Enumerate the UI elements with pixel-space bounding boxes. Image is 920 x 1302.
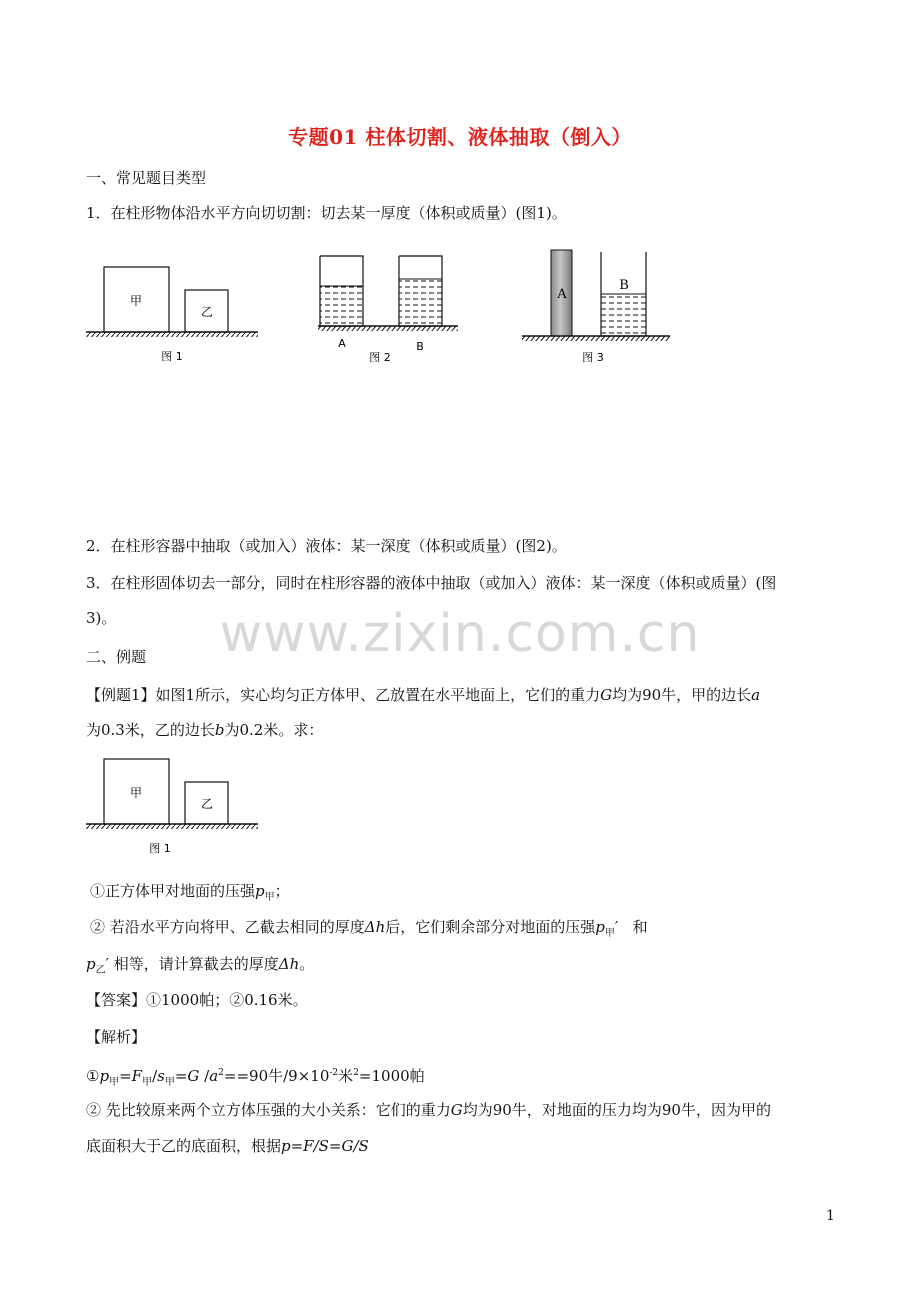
figure-1-caption: 图 1 xyxy=(161,350,183,363)
ground-hatch-2 xyxy=(318,326,458,331)
solid-a-label: A xyxy=(557,287,567,302)
analysis-formula-1: $①p_甲=F_甲/s_甲=G$ $/a^2==90$牛$/9\times 10^{-2}$米$^2$=1000帕 xyxy=(86,1067,425,1088)
example-ground-hatch xyxy=(86,824,258,829)
liquid-b xyxy=(399,279,442,326)
document-title: 专题01 柱体切割、液体抽取（倒入） xyxy=(288,125,632,149)
cube-jia-label: 甲 xyxy=(129,294,143,308)
liquid-a xyxy=(320,286,363,326)
figure-1-cubes xyxy=(84,262,260,366)
ground-hatch-3 xyxy=(522,336,670,341)
figure-2-caption: 图 2 xyxy=(369,351,391,364)
answer-line xyxy=(86,990,308,1010)
item-3-text-line2: 3)。 xyxy=(86,609,117,627)
ground-hatch xyxy=(86,332,258,337)
example-1-line2: 为0.3米，乙的边长b为0.2米。求： xyxy=(86,721,324,739)
liquid-b3 xyxy=(601,294,646,336)
example-figure-1-cubes xyxy=(84,754,260,858)
page-number: 1 xyxy=(826,1208,835,1224)
figure-3-solid-and-container xyxy=(520,246,672,366)
question-1: ①正方体甲对地面的压强$p_甲$； xyxy=(90,882,290,903)
example-cube-jia-label: 甲 xyxy=(129,786,143,800)
section-heading-2: 二、例题 xyxy=(86,648,147,666)
analysis-2-line2: 底面积大于乙的底面积，根据p=F/S=G/S xyxy=(86,1137,369,1155)
question-2-line1: ② 若沿水平方向将甲、乙截去相同的厚度Δh后，它们剩余部分对地面的压强$p_甲'$ 和 xyxy=(90,918,648,939)
container-b-label: B xyxy=(416,340,424,353)
figure-2-containers xyxy=(316,254,460,364)
analysis-label: 【解析】 xyxy=(86,1028,147,1046)
item-3-text-line1: 3．在柱形固体切去一部分，同时在柱形容器的液体中抽取（或加入）液体：某一深度（体积或质量）(图 xyxy=(86,574,777,592)
answer-label: 【答案】 xyxy=(86,991,147,1009)
container-a-label: A xyxy=(338,337,346,350)
example-figure-1-caption: 图 1 xyxy=(149,842,171,855)
section-heading-1: 一、常见题目类型 xyxy=(86,169,207,187)
example-1-line1: 【例题1】如图1所示，实心均匀正方体甲、乙放置在水平地面上，它们的重力G均为90牛，甲的边长a xyxy=(86,686,761,704)
cube-yi-label: 乙 xyxy=(200,305,214,319)
item-1-text: 1．在柱形物体沿水平方向切切割：切去某一厚度（体积或质量）(图1)。 xyxy=(86,204,567,222)
example-cube-yi-label: 乙 xyxy=(200,797,214,811)
figure-3-caption: 图 3 xyxy=(582,351,604,364)
question-2-line2: $p_乙'$ 相等，请计算截去的厚度Δh。 xyxy=(86,955,315,976)
item-2-text: 2．在柱形容器中抽取（或加入）液体：某一深度（体积或质量）(图2)。 xyxy=(86,537,567,555)
container-b3-label: B xyxy=(619,278,629,293)
watermark: www.zixin.com.cn xyxy=(219,604,701,664)
answer-text: ①1000帕；②0.16米。 xyxy=(146,991,308,1009)
example-1-label: 【例题1】 xyxy=(86,686,156,704)
analysis-2-line1: ② 先比较原来两个立方体压强的大小关系：它们的重力G均为90牛，对地面的压力均为90牛，因为甲的 xyxy=(86,1101,771,1119)
